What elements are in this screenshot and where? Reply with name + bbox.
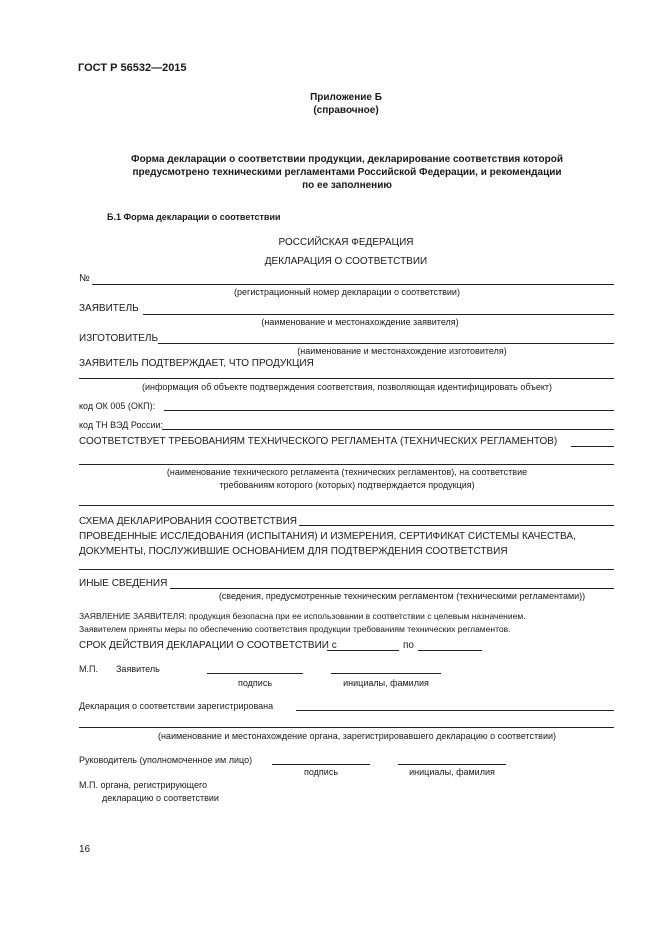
regulation-field-line[interactable]: [79, 464, 614, 465]
main-heading-line-1: Форма декларации о соответствии продукции, декларирование соответствия которой: [131, 154, 563, 165]
basis-field-line[interactable]: [79, 569, 614, 570]
mp-organ-line-1: М.П. органа, регистрирующего: [79, 780, 208, 790]
validity-to-field-line[interactable]: [418, 650, 482, 651]
mp-organ-line-2: декларацию о соответствии: [102, 793, 219, 803]
appendix-note: (справочное): [313, 105, 379, 116]
okp-label: код ОК 005 (ОКП):: [79, 401, 156, 411]
head-initials-hint: инициалы, фамилия: [409, 767, 495, 777]
tnved-field-line[interactable]: [162, 429, 614, 430]
conforms-label: СООТВЕТСТВУЕТ ТРЕБОВАНИЯМ ТЕХНИЧЕСКОГО РЕГЛАМЕНТА (ТЕХНИЧЕСКИХ РЕГЛАМЕНТОВ): [79, 436, 558, 447]
number-hint: (регистрационный номер декларации о соответствии): [234, 287, 460, 297]
other-label: ИНЫЕ СВЕДЕНИЯ: [79, 578, 168, 589]
scheme-label: СХЕМА ДЕКЛАРИРОВАНИЯ СООТВЕТСТВИЯ: [79, 516, 297, 527]
number-label: №: [79, 273, 90, 284]
organ-field-line[interactable]: [79, 727, 614, 728]
tnved-label: код ТН ВЭД России:: [79, 420, 164, 430]
statement-line-1: ЗАЯВЛЕНИЕ ЗАЯВИТЕЛЯ: продукция безопасна при ее использовании в соответствии с целевым назначением.: [79, 611, 526, 621]
number-field-line[interactable]: [92, 284, 614, 285]
object-hint: (информация об объекте подтверждения соответствия, позволяющая идентифицировать объект): [141, 382, 553, 392]
head-signature-line[interactable]: [272, 764, 370, 765]
manufacturer-label: ИЗГОТОВИТЕЛЬ: [79, 333, 159, 344]
other-hint: (сведения, предусмотренные техническим регламентом (техническими регламентами)): [218, 591, 586, 601]
regulation-hint-2: требованиям которого (которых) подтверждается продукция): [219, 480, 475, 490]
manufacturer-hint: (наименование и местонахождение изготовителя): [297, 346, 507, 356]
initials-hint: инициалы, фамилия: [343, 678, 429, 688]
main-heading-line-3: по ее заполнению: [302, 180, 392, 191]
okp-field-line[interactable]: [164, 410, 614, 411]
basis-line-2: ДОКУМЕНТЫ, ПОСЛУЖИВШИЕ ОСНОВАНИЕМ ДЛЯ ПОДТВЕРЖДЕНИЯ СООТВЕТСТВИЯ: [79, 546, 508, 557]
manufacturer-field-line[interactable]: [158, 343, 614, 344]
validity-from-field-line[interactable]: [327, 650, 399, 651]
applicant-signature-line[interactable]: [207, 673, 303, 674]
statement-line-2: Заявителем приняты меры по обеспечению соответствия продукции требованиям технических регламентов.: [79, 624, 511, 634]
head-signature-hint: подпись: [303, 767, 339, 777]
applicant-hint: (наименование и местонахождение заявителя): [261, 317, 459, 327]
confirms-label: ЗАЯВИТЕЛЬ ПОДТВЕРЖДАЕТ, ЧТО ПРОДУКЦИЯ: [79, 358, 314, 369]
other-field-line[interactable]: [170, 588, 614, 589]
main-heading-line-2: предусмотрено техническими регламентами Российской Федерации, и рекомендации: [132, 167, 562, 178]
signature-hint: подпись: [237, 678, 273, 688]
validity-to-label: по: [403, 640, 414, 651]
organ-hint: (наименование и местонахождение органа, зарегистрировавшего декларацию о соответствии): [157, 731, 557, 741]
object-field-line[interactable]: [79, 378, 614, 379]
basis-line-1: ПРОВЕДЕННЫЕ ИССЛЕДОВАНИЯ (ИСПЫТАНИЯ) И ИЗМЕРЕНИЯ, СЕРТИФИКАТ СИСТЕМЫ КАЧЕСТВА,: [79, 531, 576, 542]
registered-field-line[interactable]: [296, 710, 614, 711]
applicant-initials-line[interactable]: [331, 673, 441, 674]
validity-label: СРОК ДЕЙСТВИЯ ДЕКЛАРАЦИИ О СООТВЕТСТВИИ с: [79, 640, 337, 651]
page-number: 16: [79, 844, 91, 855]
form-country: РОССИЙСКАЯ ФЕДЕРАЦИЯ: [278, 237, 414, 248]
regulation-extra-line[interactable]: [79, 505, 614, 506]
section-title: Б.1 Форма декларации о соответствии: [107, 212, 281, 222]
applicant-label: ЗАЯВИТЕЛЬ: [79, 303, 139, 314]
scheme-field-line[interactable]: [299, 525, 614, 526]
form-doc-title: ДЕКЛАРАЦИЯ О СООТВЕТСТВИИ: [264, 256, 428, 267]
appendix-title: Приложение Б: [310, 92, 382, 103]
applicant-sign-label: Заявитель: [116, 664, 160, 674]
head-label: Руководитель (уполномоченное им лицо): [79, 755, 253, 765]
head-initials-line[interactable]: [398, 764, 506, 765]
standard-code: ГОСТ Р 56532—2015: [78, 62, 187, 74]
conforms-field-line[interactable]: [571, 446, 614, 447]
regulation-hint-1: (наименование технического регламента (технических регламентов), на соответствие: [166, 467, 528, 477]
mp-label: М.П.: [79, 664, 98, 674]
applicant-field-line[interactable]: [143, 314, 614, 315]
registered-label: Декларация о соответствии зарегистрирована: [79, 701, 274, 711]
